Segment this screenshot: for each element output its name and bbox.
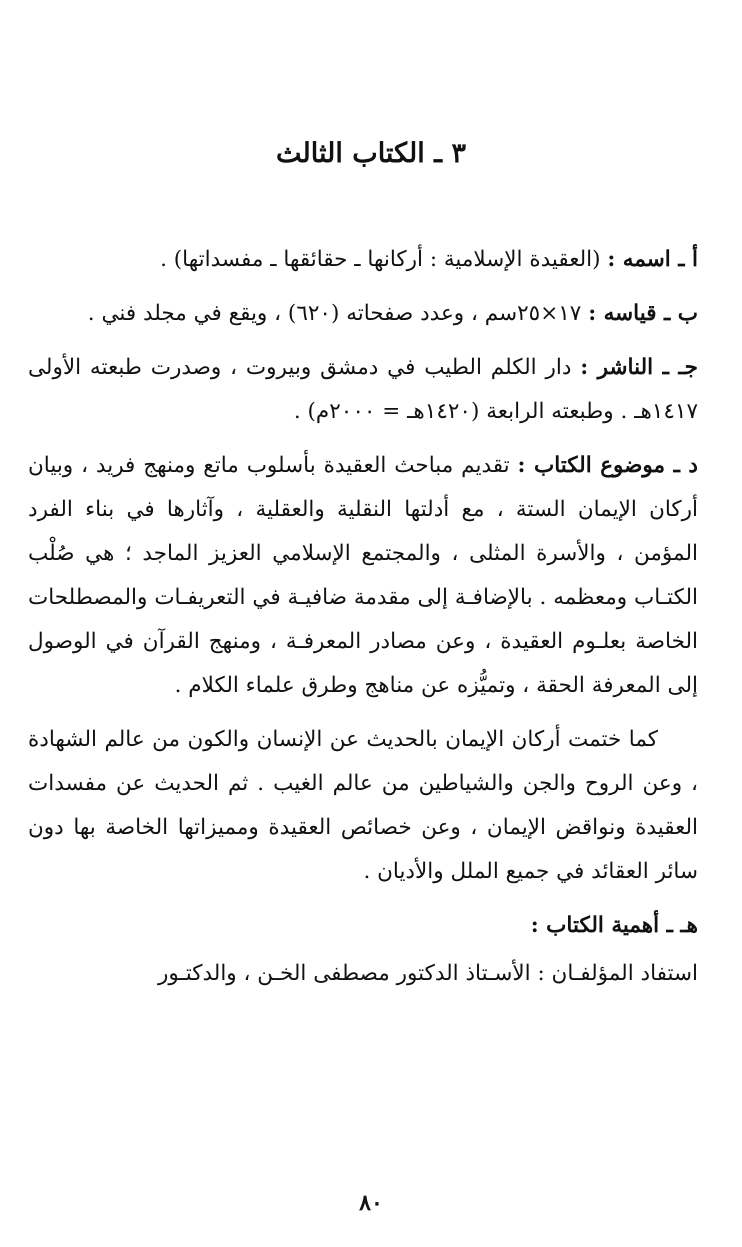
item-name-label: أ ـ اسمه : [607,247,698,272]
item-size-text: ١٧×٢٥سم ، وعدد صفحاته (٦٢٠) ، ويقع في مجلد فني . [87,301,582,326]
page-number: ٨٠ [359,1190,383,1216]
item-subject [28,444,698,708]
conclusion-paragraph: كما ختمت أركان الإيمان بالحديث عن الإنسان والكون من عالم الشهادة ، وعن الروح والجن والشياطين من عالم الغيب . ثم الحديث عن مفسدات العقيدة ونواقض الإيمان ، وعن خصائص العقيدة ومميزاتها الخاصة بها دون سائر العقائد في جميع الملل والأديان . [28,727,698,884]
item-subject-label: د ـ موضوع الكتاب : [517,453,699,478]
page-body [28,238,698,1006]
section-title: ٣ ـ الكتاب الثالث [276,138,466,169]
item-subject-text: تقديم مباحث العقيدة بأسلوب ماتع ومنهج فريد ، وبيان أركان الإيمان الستة ، مع أدلتها النقلية والعقلية ، وآثارها في بناء الفرد المؤمن ، والأسرة المثلى ، والمجتمع الإسلامي العزيز الماجد ؛ هي صُلْب الكتـاب ومعظمه . بالإضافـة إلى مقدمة ضافيـة في التعريفـات والمصطلحات الخاصة بعلـوم العقيدة ، وعن مصادر المعرفـة ، ومنهج القرآن في الوصول إلى المعرفة الحقة ، وتميُّزه عن مناهج وطرق علماء الكلام . [28,453,699,698]
item-publisher-label: جـ ـ الناشر : [580,355,698,380]
item-publisher [28,346,698,434]
authors-paragraph: استفاد المؤلفـان : الأسـتاذ الدكتور مصطفى الخـن ، والدكتـور [157,961,698,986]
item-name-text: (العقيدة الإسلامية : أركانها ـ حقائقها ـ مفسداتها) . [160,247,601,272]
item-size [28,292,698,336]
item-size-label: ب ـ قياسه : [588,301,698,326]
item-publisher-text: دار الكلم الطيب في دمشق وبيروت ، وصدرت طبعته الأولى ١٤١٧هـ . وطبعته الرابعة (١٤٢٠هـ = ٢٠٠٠م) . [28,355,698,424]
item-name [28,238,698,282]
item-importance-label: هـ ـ أهمية الكتاب : [530,913,698,938]
